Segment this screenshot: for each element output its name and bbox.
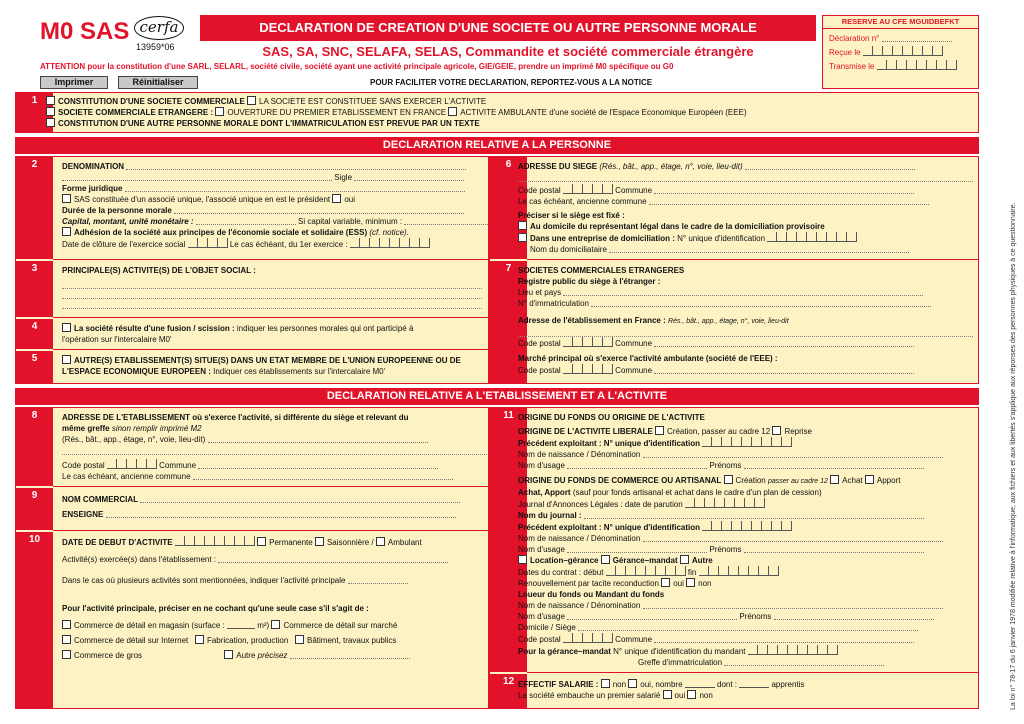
permanente-checkbox[interactable] (257, 537, 266, 546)
nom-naissance-field[interactable] (643, 449, 943, 458)
nom-naissance-field-3[interactable] (643, 600, 943, 609)
ess-label: Adhésion de la société aux principes de l'économie sociale et solidaire (ESS) (74, 228, 368, 237)
prenoms-field-3[interactable] (774, 611, 934, 620)
siege-address-line[interactable] (518, 172, 973, 182)
nid-label: N° unique d'identification (677, 234, 766, 243)
etab-right (489, 407, 979, 709)
precedent-label: Précédent exploitant : N° unique d'identification (518, 439, 701, 448)
siege-title: ADRESSE DU SIEGE (518, 162, 598, 171)
adresse-fr-commune[interactable] (654, 338, 914, 347)
debut-contrat-date[interactable] (606, 566, 686, 576)
reserve-box (822, 15, 979, 89)
ess-note: (cf. notice). (369, 228, 409, 237)
exercees-label: Activité(s) exercée(s) dans l'établissement : (62, 555, 217, 564)
nom-usage-field-2[interactable] (567, 544, 707, 553)
achat-note: (sauf pour fonds artisanal et achat dans le cadre d'un plan de cession) (572, 488, 822, 497)
greffe-label: Greffe d'immatriculation (638, 658, 723, 667)
etrangere-checkbox[interactable] (46, 107, 55, 116)
nom-commercial-field[interactable] (140, 494, 460, 503)
activite-line[interactable] (62, 299, 482, 309)
adresse-fr-label: Adresse de l'établissement en France : (518, 316, 666, 325)
autre-pm-checkbox[interactable] (46, 118, 55, 127)
etab-address-title-2: même greffe (62, 424, 110, 433)
main-title: DECLARATION DE CREATION D'UNE SOCIETE OU AUTRE PERSONNE MORALE (200, 15, 816, 41)
fabrication-label: Fabrication, production (206, 636, 289, 645)
oui-label: oui (673, 579, 684, 588)
adresse-fr-line[interactable] (518, 327, 973, 337)
etab-address-title: ADRESSE DE L'ETABLISSEMENT où s'exerce l'activité, si différente du siège et relevant du (62, 413, 409, 422)
nom-usage-field-3[interactable] (567, 611, 737, 620)
constitution-label: CONSTITUTION D'UNE SOCIETE COMMERCIALE (58, 97, 245, 106)
achat-label: Achat (842, 476, 863, 485)
commune-label: Commune (615, 635, 653, 644)
mandant-nid[interactable] (748, 645, 838, 655)
commune-label: Commune (615, 339, 653, 348)
etab-hint: (Rés., bât., app., étage, n°, voie, lieu-dit) (62, 435, 206, 444)
nom-journal-field[interactable] (584, 510, 924, 519)
sas-checkbox[interactable] (62, 194, 71, 203)
cloture-label: Date de clôture de l'exercice social (62, 240, 186, 249)
section-number: 6 (490, 157, 527, 259)
premier-non-checkbox[interactable] (687, 690, 696, 699)
fabrication-checkbox[interactable] (195, 635, 204, 644)
etab-note: sinon remplir imprimé M2 (111, 424, 202, 433)
marche-label: Marché principal où s'exerce l'activité ambulante (société de l'EEE) : (518, 354, 778, 363)
autre-label: Autre (691, 556, 713, 565)
effectif-nombre[interactable] (685, 679, 715, 688)
domicile-label: Au domicile du représentant légal dans le cadre de la domiciliation provisoire (530, 222, 825, 231)
oui-nombre-label: oui, nombre (640, 680, 683, 689)
nom-commercial-label: NOM COMMERCIAL (62, 495, 138, 504)
prenoms-field[interactable] (744, 460, 924, 469)
activite-title: PRINCIPALE(S) ACTIVITE(S) DE L'OBJET SOCIAL : (62, 266, 256, 275)
reprise-label: Reprise (784, 427, 813, 436)
commune-label: Commune (615, 186, 653, 195)
duree-label: Durée de la personne morale (62, 206, 172, 215)
subtitle: SAS, SA, SNC, SELAFA, SELAS, Commandite et société commerciale étrangère (262, 44, 754, 59)
cp-label: Code postal (518, 186, 561, 195)
nimm-field[interactable] (591, 298, 931, 307)
fusion-label: La société résulte d'une fusion / scission : (74, 324, 235, 333)
marche-commune[interactable] (654, 365, 914, 374)
precisez-label: précisez (257, 651, 288, 660)
loueur-cp[interactable] (563, 633, 613, 643)
ess-checkbox[interactable] (62, 227, 71, 236)
ancienne-label: Le cas échéant, ancienne commune (62, 472, 191, 481)
nom-usage-label: Nom d'usage (518, 461, 565, 470)
gerance-label: Gérance–mandat (612, 556, 678, 565)
apprentis-nombre[interactable] (739, 679, 769, 688)
enseigne-label: ENSEIGNE (62, 510, 104, 519)
non-label: non (612, 680, 627, 689)
activite-line[interactable] (62, 289, 482, 299)
nom-usage-label: Nom d'usage (518, 612, 565, 621)
sas-label: SAS constituée d'un associé unique, l'associé unique en est le président (74, 195, 331, 204)
print-button[interactable]: Imprimer (40, 76, 108, 89)
fusion-text-2: l'opération sur l'intercalaire M0' (62, 335, 172, 344)
premier-salarie-label: La société embauche un premier salarié (518, 691, 661, 700)
batiment-checkbox[interactable] (295, 635, 304, 644)
cerfa-logo: cerfa (134, 16, 184, 40)
domiciliation-checkbox[interactable] (518, 233, 527, 242)
sigle-field[interactable] (354, 172, 464, 181)
non-label: non (699, 691, 713, 700)
nom-usage-label: Nom d'usage (518, 545, 565, 554)
recu-label: Reçue le (829, 48, 861, 57)
section-number: 8 (16, 408, 53, 486)
autre-activite-field[interactable] (290, 650, 410, 659)
premier-oui-checkbox[interactable] (663, 690, 672, 699)
apport-checkbox[interactable] (865, 475, 874, 484)
fin-contrat-date[interactable] (699, 566, 779, 576)
capital-label: Capital, montant, unité monétaire : (62, 217, 194, 226)
domicile-checkbox[interactable] (518, 221, 527, 230)
loueur-commune[interactable] (654, 634, 914, 643)
plusieurs-label: Dans le cas où plusieurs activités sont mentionnées, indiquer l'activité principale (62, 576, 346, 585)
capvar-field[interactable] (404, 216, 494, 225)
section-number: 4 (16, 319, 53, 349)
transmise-date[interactable] (877, 60, 957, 70)
etab-cp[interactable] (107, 459, 157, 469)
etab-address-line[interactable] (62, 445, 487, 455)
renouv-non-checkbox[interactable] (686, 578, 695, 587)
artisanal-label: ORIGINE DU FONDS DE COMMERCE OU ARTISANAL (518, 476, 722, 485)
etrangere-label: SOCIETE COMMERCIALE ETRANGERE : (58, 108, 214, 117)
band-etablissement: DECLARATION RELATIVE A L'ETABLISSEMENT ET A L'ACTIVITE (15, 388, 979, 405)
gros-label: Commerce de gros (74, 651, 143, 660)
ambulante-label: ACTIVITE AMBULANTE d'une société de l'Espace Economique Européen (EEE) (460, 108, 747, 117)
enseigne-field[interactable] (106, 509, 456, 518)
section-number: 5 (16, 351, 53, 383)
premier-exercice-date[interactable] (350, 238, 430, 248)
autre-activite-label: Autre (236, 651, 256, 660)
personne-left (15, 156, 489, 384)
nom-naissance-label: Nom de naissance / Dénomination (518, 534, 641, 543)
saisonniere-checkbox[interactable] (315, 537, 324, 546)
liberale-reprise-checkbox[interactable] (772, 426, 781, 435)
location-label: Location–gérance (530, 556, 599, 565)
domiciliation-label: Dans une entreprise de domiciliation : (530, 234, 675, 243)
effectif-label: EFFECTIF SALARIE : (518, 680, 599, 689)
saisonniere-label: Saisonnière / (326, 538, 374, 547)
oui-label: oui (344, 195, 356, 204)
reset-button[interactable]: Réinitialiser (118, 76, 198, 89)
autre-checkbox[interactable] (680, 555, 689, 564)
siege-ancienne[interactable] (649, 196, 929, 205)
autre-etab-label-2: L'ESPACE ECONOMIQUE EUROPEEN : (62, 367, 211, 376)
adresse-fr-cp[interactable] (563, 337, 613, 347)
lieu-label: Lieu et pays (518, 288, 562, 297)
section-number: 3 (16, 261, 53, 317)
nom-naissance-field-2[interactable] (643, 533, 943, 542)
debut-date[interactable] (175, 536, 255, 546)
precedent-label: Précédent exploitant : N° unique d'identification (518, 523, 701, 532)
autre-etab-text: Indiquer ces établissements sur l'intercalaire M0' (213, 367, 386, 376)
nom-usage-field[interactable] (567, 460, 707, 469)
cp-label: Code postal (62, 461, 105, 470)
sans-activite-label: LA SOCIETE EST CONSTITUEE SANS EXERCER L'ACTIVITE (259, 97, 487, 106)
liberale-creation-checkbox[interactable] (655, 426, 664, 435)
fusion-text: indiquer les personnes morales qui ont participé à (236, 324, 414, 333)
nom-naissance-label: Nom de naissance / Dénomination (518, 450, 641, 459)
greffe-field[interactable] (724, 657, 884, 666)
preciser-label: Préciser si le siège est fixé : (518, 211, 625, 220)
batiment-label: Bâtiment, travaux publics (307, 636, 397, 645)
lieu-field[interactable] (563, 287, 923, 296)
artis-creation-checkbox[interactable] (724, 475, 733, 484)
forme-field[interactable] (125, 183, 465, 192)
section-number: 1 (16, 93, 53, 132)
gerance-checkbox[interactable] (601, 555, 610, 564)
etab-ancienne[interactable] (193, 471, 453, 480)
permanente-label: Permanente (269, 538, 313, 547)
transmise-label: Transmise le (829, 62, 875, 71)
marche-cp[interactable] (563, 364, 613, 374)
domiciliation-nid[interactable] (767, 232, 857, 242)
domicile-siege-field[interactable] (578, 622, 918, 631)
surface-field[interactable] (227, 620, 255, 629)
creation-label: Création, passer au cadre 12 (667, 427, 771, 436)
side-legal-text: La loi n° 78-17 du 6 janvier 1978 modifiée relative à l'informatique, aux fichiers et aux libertés s'applique aux réponses des personnes physiques à ce questionnaire. (1010, 202, 1017, 710)
sans-activite-checkbox[interactable] (247, 96, 256, 105)
apport-label: Apport (876, 476, 901, 485)
nomdom-field[interactable] (609, 244, 909, 253)
ambulant-checkbox[interactable] (376, 537, 385, 546)
cerfa-number: 13959*06 (136, 42, 175, 52)
nomdom-label: Nom du domiciliataire (530, 245, 607, 254)
achat-checkbox[interactable] (830, 475, 839, 484)
dates-label: Dates du contrat : (518, 568, 582, 577)
reserve-title: RESERVE AU CFE MGUIDBEFKT (823, 16, 978, 29)
surface-label: (surface : (191, 621, 225, 630)
preciser-activite-label: Pour l'activité principale, préciser en ne cochant qu'une seule case s'il s'agit de : (62, 604, 369, 613)
nom-naissance-label: Nom de naissance / Dénomination (518, 601, 641, 610)
renouv-oui-checkbox[interactable] (661, 578, 670, 587)
denomination-field[interactable] (126, 161, 466, 170)
creation-label: Création (735, 476, 766, 485)
apprentis-label: apprentis (771, 680, 805, 689)
passer-label: passer au cadre 12 (767, 478, 828, 485)
marche-checkbox[interactable] (271, 620, 280, 629)
fusion-checkbox[interactable] (62, 323, 71, 332)
debut-label: DATE DE DEBUT D'ACTIVITE (62, 538, 173, 547)
sas-oui-checkbox[interactable] (332, 194, 341, 203)
denomination-label: DENOMINATION (62, 162, 125, 171)
gros-checkbox[interactable] (62, 650, 71, 659)
prenoms-field-2[interactable] (744, 544, 924, 553)
section-number: 10 (16, 532, 53, 708)
autre-etab-checkbox[interactable] (62, 355, 71, 364)
ambulante-checkbox[interactable] (448, 107, 457, 116)
attention-text: ATTENTION pour la constitution d'une SARL, SELARL, société civile, société ayant une activité principale agricole, GIE/GEIE, prendre un imprimé M0 spécifique ou G0 (40, 62, 674, 71)
domicile-siege-label: Domicile / Siège (518, 623, 576, 632)
location-checkbox[interactable] (518, 555, 527, 564)
siege-hint: (Rés., bât., app., étage, n°, voie, lieu-dit) (599, 162, 743, 171)
activite-line[interactable] (62, 279, 482, 289)
journal-date[interactable] (685, 498, 765, 508)
oui-label: oui (674, 691, 686, 700)
autre-pm-label: CONSTITUTION D'UNE AUTRE PERSONNE MORALE DONT L'IMMATRICULATION EST PREVUE PAR UN TEXTE (58, 119, 480, 128)
magasin-checkbox[interactable] (62, 620, 71, 629)
duree-field[interactable] (174, 205, 464, 214)
effectif-non-checkbox[interactable] (601, 679, 610, 688)
ouverture-label: OUVERTURE DU PREMIER ETABLISSEMENT EN FRANCE (227, 108, 447, 117)
mandant-nid-label: N° unique d'identification du mandant (613, 647, 746, 656)
ouverture-checkbox[interactable] (215, 107, 224, 116)
registre-label: Registre public du siège à l'étranger : (518, 277, 661, 286)
cp-label: Code postal (518, 635, 561, 644)
nom-journal-label: Nom du journal : (518, 511, 582, 520)
m2-label: m²) (257, 621, 270, 630)
personne-right (489, 156, 979, 384)
plusieurs-field[interactable] (348, 575, 408, 584)
marche-label: Commerce de détail sur marché (283, 621, 398, 630)
cp-label: Code postal (518, 366, 561, 375)
liberale-label: ORIGINE DE L'ACTIVITE LIBERALE (518, 427, 653, 436)
internet-checkbox[interactable] (62, 635, 71, 644)
internet-label: Commerce de détail sur Internet (74, 636, 189, 645)
ambulant-label: Ambulant (387, 538, 422, 547)
etab-commune[interactable] (198, 460, 438, 469)
effectif-oui-checkbox[interactable] (628, 679, 637, 688)
etab-left (15, 407, 489, 709)
loueur-label: Loueur du fonds ou Mandant du fonds (518, 590, 665, 599)
renouvellement-label: Renouvellement par tacite reconduction (518, 579, 659, 588)
forme-label: Forme juridique (62, 184, 123, 193)
commune-label: Commune (615, 366, 653, 375)
origine-title: ORIGINE DU FONDS OU ORIGINE DE L'ACTIVITE (518, 413, 705, 422)
prenoms-label: Prénoms (709, 461, 742, 470)
cloture-date[interactable] (188, 238, 228, 248)
gerance-mandat-label: Pour la gérance–mandat (518, 647, 611, 656)
capvar-label: Si capital variable, minimum : (298, 217, 403, 226)
precedent-nid[interactable] (702, 437, 792, 447)
siege-commune[interactable] (654, 185, 914, 194)
sigle-label: Sigle (334, 173, 353, 182)
constitution-checkbox[interactable] (46, 96, 55, 105)
etrangere-title: SOCIETES COMMERCIALES ETRANGERES (518, 266, 685, 275)
recu-date[interactable] (863, 46, 943, 56)
exercees-field[interactable] (218, 554, 448, 563)
section-number: 11 (490, 408, 527, 672)
premier-exercice-label: Le cas échéant, du 1er exercice : (229, 240, 348, 249)
cp-label: Code postal (518, 339, 561, 348)
fin-contrat-label: fin (687, 568, 697, 577)
section-number: 9 (16, 488, 53, 530)
section-number: 2 (16, 157, 53, 259)
form-code: M0 SAS (40, 18, 130, 45)
autre-etab-label: AUTRE(S) ETABLISSEMENT(S) SITUE(S) DANS UN ETAT MEMBRE DE L'UNION EUROPEENNE OU DE (74, 356, 461, 365)
commune-label: Commune (159, 461, 197, 470)
autre-activite-checkbox[interactable] (224, 650, 233, 659)
non-label: non (698, 579, 712, 588)
band-personne: DECLARATION RELATIVE A LA PERSONNE (15, 137, 979, 154)
declaration-label: Déclaration n° (829, 34, 880, 43)
prenoms-label: Prénoms (709, 545, 742, 554)
ancienne-label: Le cas échéant, ancienne commune (518, 197, 647, 206)
adresse-fr-hint: Rés., bât., app., étage, n°, voie, lieu-dit (667, 318, 789, 325)
siege-cp[interactable] (563, 184, 613, 194)
dont-label: dont : (717, 680, 738, 689)
notice-text: POUR FACILITER VOTRE DECLARATION, REPORTEZ-VOUS A LA NOTICE (370, 78, 653, 87)
journal-label: Journal d'Annonces Légales : date de parution (518, 500, 683, 509)
prenoms-label: Prénoms (739, 612, 772, 621)
capital-field[interactable] (196, 216, 296, 225)
section-1 (15, 92, 979, 133)
section-number: 12 (490, 674, 527, 708)
section-number: 7 (490, 261, 527, 383)
achat-apport-label: Achat, Apport (518, 488, 571, 497)
precedent-nid-2[interactable] (702, 521, 792, 531)
debut-contrat-label: début (583, 568, 604, 577)
nimm-label: N° d'immatriculation (518, 299, 589, 308)
magasin-label: Commerce de détail en magasin (74, 621, 190, 630)
